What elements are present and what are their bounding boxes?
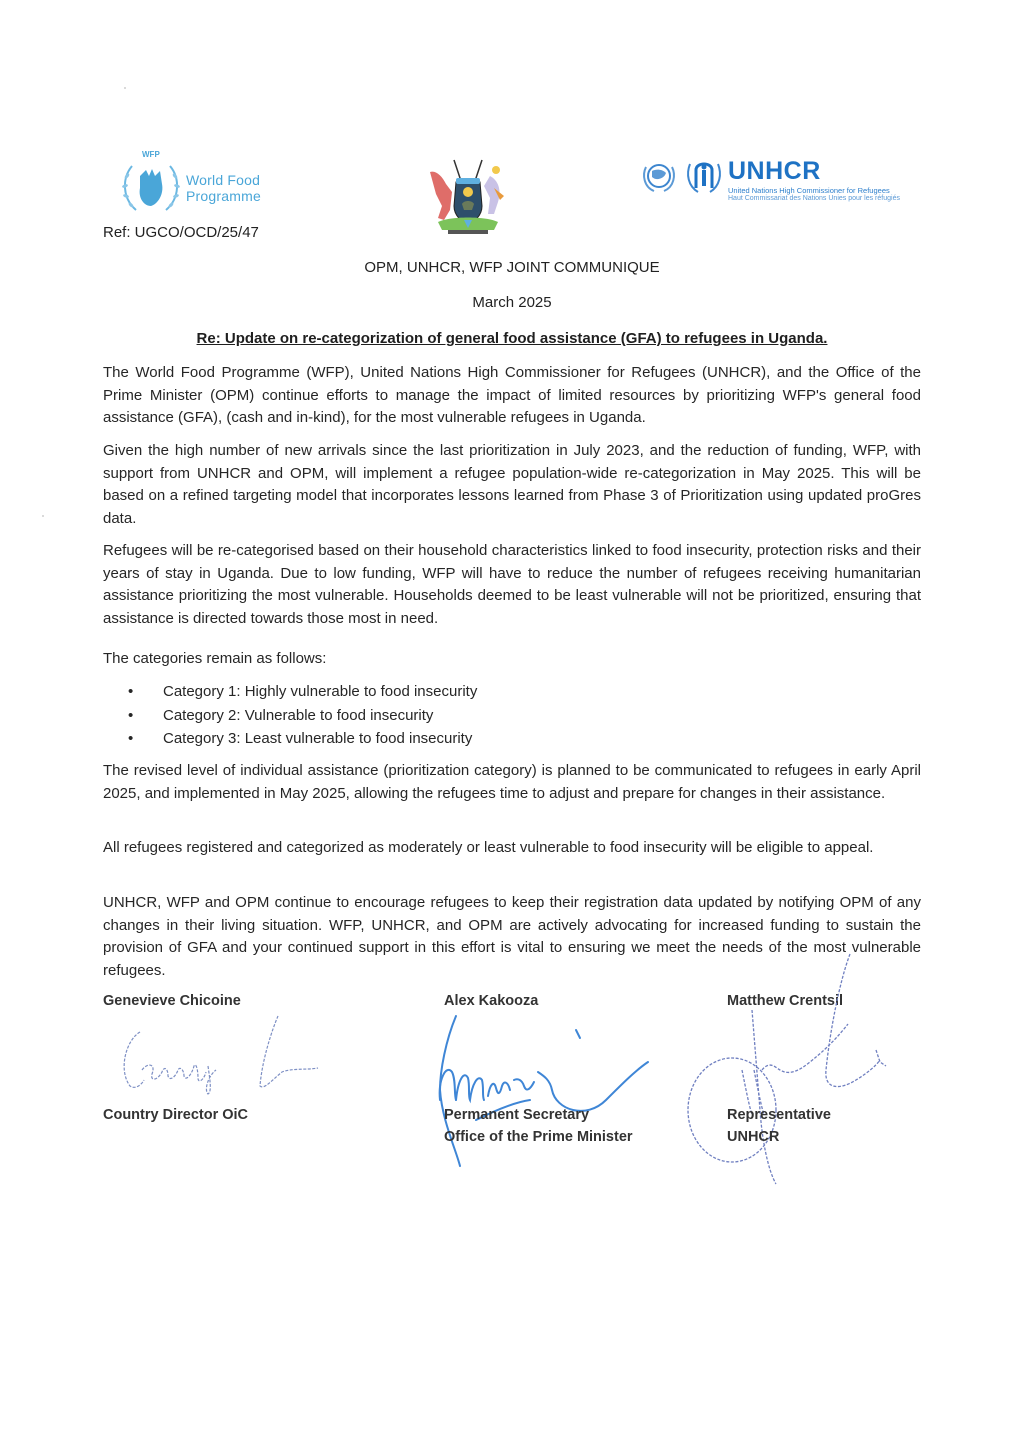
wfp-name	[186, 172, 261, 204]
un-emblem-icon	[640, 157, 678, 195]
signatory-2-title	[444, 1104, 633, 1148]
signatory-1-name: Genevieve Chicoine	[103, 993, 241, 1009]
document-title: OPM, UNHCR, WFP JOINT COMMUNIQUE	[364, 259, 660, 276]
body-paragraph-3: Refugees will be re-categorised based on their household characteristics linked to food insecurity, protection risks and their years of stay in Uganda. Due to low funding, WFP will have to reduce the number of refugees receiving humanitarian assistance prioritizing the most vulnerable. Households deemed to be least vulnerable will not be prioritized, ensuring that assistance is directed towards those most in need.	[103, 542, 921, 627]
body-paragraph-2: Given the high number of new arrivals since the last prioritization in July 2023, and the reduction of funding, WFP, with support from UNHCR and OPM, will implement a refugee population-wide re-categorization in May 2025. This will be based on a refined targeting model that incorporates lessons learned from Phase 3 of Prioritization using updated proGres data.	[103, 442, 921, 527]
category-item-1: • Category 1: Highly vulnerable to food insecurity	[128, 680, 477, 704]
wfp-logo	[118, 150, 278, 220]
scan-speck	[124, 87, 126, 89]
category-list	[128, 680, 477, 751]
signatory-3-title	[727, 1104, 831, 1148]
reference-number: Ref: UGCO/OCD/25/47	[103, 224, 259, 241]
signature-unhcr	[680, 950, 920, 1190]
signatory-3-title-line-1: Representative	[727, 1107, 831, 1123]
signatory-3-name: Matthew Crentsil	[727, 993, 844, 1009]
scan-speck	[42, 515, 44, 517]
wfp-wreath-icon	[118, 154, 184, 220]
signatory-1-title-line: Country Director OiC	[103, 1107, 249, 1123]
document-subject: Re: Update on re-categorization of general food assistance (GFA) to refugees in Uganda.	[196, 330, 828, 347]
signatory-3-title-line-2: UNHCR	[727, 1129, 780, 1145]
wfp-name-line1: World Food	[186, 172, 261, 188]
document-date: March 2025	[472, 294, 552, 311]
coat-of-arms-icon	[424, 154, 512, 240]
categories-intro: The categories remain as follows:	[103, 650, 327, 667]
unhcr-logo	[640, 155, 940, 210]
category-item-3: • Category 3: Least vulnerable to food insecurity	[128, 727, 477, 751]
signature-wfp	[112, 1010, 332, 1100]
signatory-2-name: Alex Kakooza	[444, 993, 539, 1009]
category-item-2: • Category 2: Vulnerable to food insecurity	[128, 704, 477, 728]
body-paragraph-6: UNHCR, WFP and OPM continue to encourage refugees to keep their registration data updated by notifying OPM of any changes in their living situation. WFP, UNHCR, and OPM are actively advocating for increased funding to sustain the provision of GFA and your continued support in this effort is vital to ensuring we meet the needs of the most vulnerable refugees.	[103, 894, 921, 979]
wfp-name-line2: Programme	[186, 188, 261, 204]
body-paragraph-5: All refugees registered and categorized as moderately or least vulnerable to food insecurity will be eligible to appeal.	[103, 839, 874, 856]
signature-opm	[426, 1010, 666, 1180]
uganda-coat-of-arms	[424, 154, 512, 240]
unhcr-hands-emblem-icon	[684, 156, 724, 196]
signatory-2-title-line-2: Office of the Prime Minister	[444, 1129, 633, 1145]
unhcr-subtitle-fr: Haut Commissariat des Nations Unies pour les réfugiés	[728, 195, 900, 202]
body-paragraph-1: The World Food Programme (WFP), United Nations High Commissioner for Refugees (UNHCR), and the Office of the Prime Minister (OPM) continue efforts to manage the impact of limited resources by prioritizing WFP's general food assistance (GFA), (cash and in-kind), for the most vulnerable refugees in Uganda.	[103, 364, 921, 426]
body-paragraph-4: The revised level of individual assistance (prioritization category) is planned to be communicated to refugees in early April 2025, and implemented in May 2025, allowing the refugees time to adjust and prepare for changes in their assistance.	[103, 762, 921, 802]
unhcr-wordmark: UNHCR	[728, 157, 821, 185]
signatory-1-title	[103, 1104, 248, 1126]
wfp-abbr: WFP	[142, 150, 160, 159]
unhcr-subtitle-en: United Nations High Commissioner for Refugees	[728, 186, 890, 195]
signatory-2-title-line-1: Permanent Secretary	[444, 1107, 590, 1123]
